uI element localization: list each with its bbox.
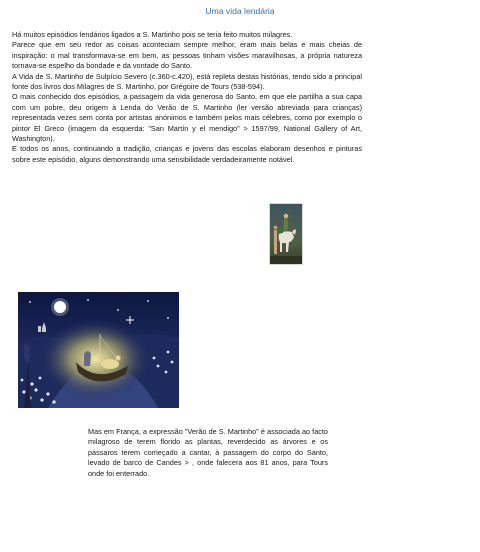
night-boat-illustration-image [18,292,179,408]
paragraph-1: Há muitos episódios lendários ligados a S. Martinho pois se teria feito muitos milagres. [12,30,293,39]
paragraph-3: A Vida de S. Martinho de Sulpício Severo (c.360-c.420), está repleta destas histórias, tendo sido a principal fonte dos livros dos Milagres de S. Martinho, por Grégoire de Tours (538-594). [12,71,362,92]
paragraph-4: O mais conhecido dos episódios, a passagem da vida generosa do Santo, em que ele partilha a sua capa com um pobre, deu origem à Lenda do Verão de S. Martinho (ler versão abreviada para crianças) representada vezes sem conta por artistas anónimos e também pelos mais célebres, como por exemplo o pintor El Greco (imagem da esquerda: "San Martín y el mendigo" > 1597/99, National Gallery of Art, Washington). [12,92,362,144]
paragraph-2: Parece que em seu redor as coisas aconteciam sempre melhor, eram mais belas e mais cheias de inspiração: o mal transformava-se em bem, as pessoas tinham visões maravilhosas, a própria natureza tornava-se espelho da bondade e da vontade do Santo. [12,40,362,71]
page-title: Uma vida lendária [205,6,275,16]
el-greco-painting-image [269,203,303,265]
paragraph-bottom: Mas em França, a expressão "Verão de S. Martinho" é associada ao facto milagroso de terem florido as plantas, reverdecido as árvores e os pássaros terem começado a cantar, à passagem do corpo do Santo, levado de barco de Candes > , onde falecera aos 81 anos, para Tours onde foi enterrado. [88,427,328,478]
bottom-text [88,427,328,479]
main-text [12,30,362,165]
paragraph-5: E todos os anos, continuando a tradição, crianças e jovens das escolas elaboram desenhos e pinturas sobre este episódio, alguns demonstrando uma sensibilidade verdadeiramente notável. [12,144,362,164]
